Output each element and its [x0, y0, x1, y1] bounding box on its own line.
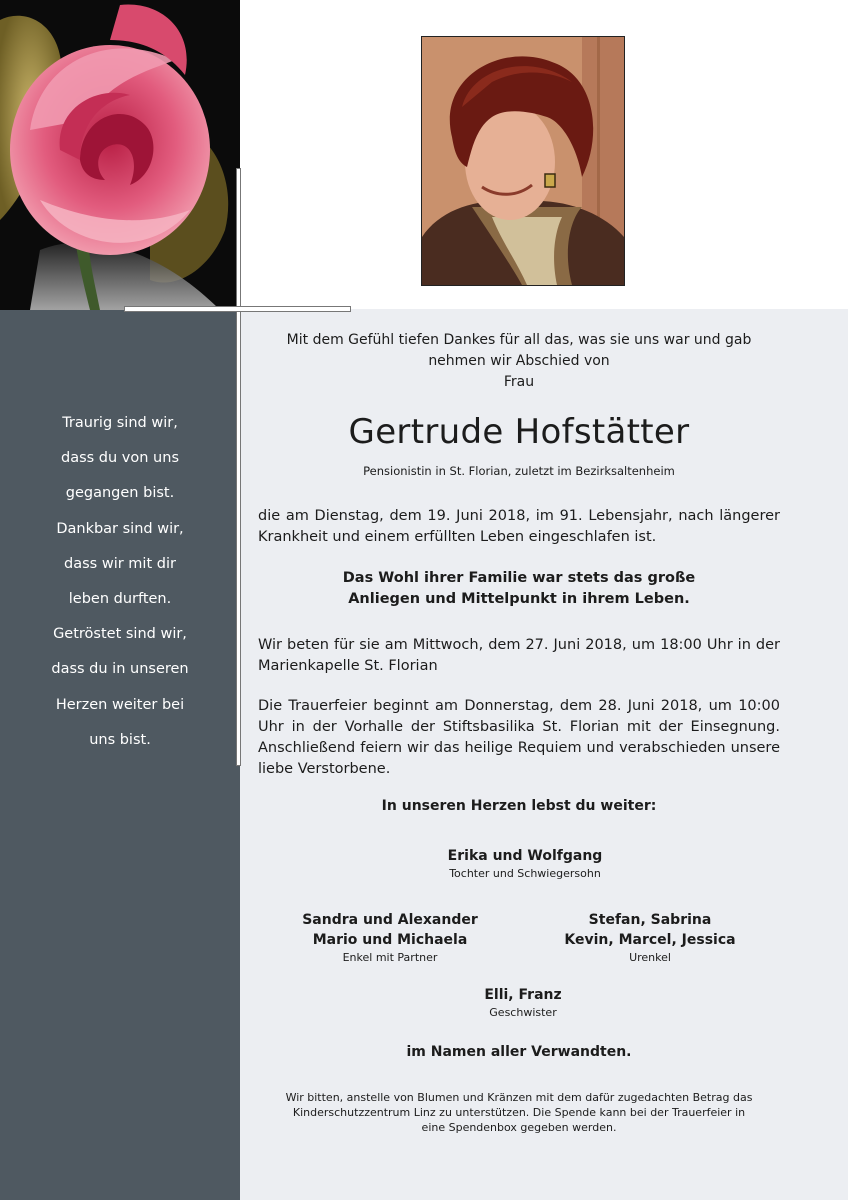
- poem-line: leben durften.: [68, 590, 172, 607]
- cross-horizontal-bar: [124, 306, 351, 312]
- rose-image: [0, 0, 240, 310]
- mourner-relation: Tochter und Schwiegersohn: [449, 867, 601, 880]
- mourner-group-grandchildren: [275, 910, 505, 966]
- poem-line: dass wir mit dir: [64, 555, 176, 572]
- family-quote: [258, 568, 780, 610]
- mourner-group-daughter: [380, 846, 670, 882]
- portrait-illustration: [422, 37, 624, 285]
- intro-line: Mit dem Gefühl tiefen Dankes für all das, was sie uns war und gab: [286, 332, 752, 348]
- mourner-names: Kevin, Marcel, Jessica: [564, 932, 736, 948]
- poem-line: Herzen weiter bei: [55, 696, 185, 713]
- death-paragraph: die am Dienstag, dem 19. Juni 2018, im 91. Lebensjahr, nach längerer Krankheit und einem erfüllten Leben eingeschlafen ist.: [258, 508, 780, 545]
- deceased-name: Gertrude Hofstätter: [348, 412, 690, 452]
- poem-line: uns bist.: [89, 731, 151, 748]
- poem-line: gegangen bist.: [65, 485, 175, 502]
- mourner-names: Mario und Michaela: [312, 932, 468, 948]
- mourner-names: Erika und Wolfgang: [447, 848, 603, 864]
- prayer-paragraph: Wir beten für sie am Mittwoch, dem 27. Juni 2018, um 18:00 Uhr in der Marienkapelle St. Florian: [258, 637, 780, 674]
- note-line: eine Spendenbox gegeben werden.: [421, 1121, 617, 1134]
- mourner-group-great-grandchildren: [535, 910, 765, 966]
- intro-line: Frau: [503, 374, 535, 390]
- mourner-names: Stefan, Sabrina: [588, 912, 712, 928]
- mourner-relation: Urenkel: [629, 951, 671, 964]
- poem: [0, 406, 240, 758]
- relatives-closing: im Namen aller Verwandten.: [406, 1044, 632, 1060]
- poem-line: Traurig sind wir,: [62, 415, 178, 431]
- intro-text: [258, 330, 780, 393]
- note-line: Kinderschutzzentrum Linz zu unterstützen. Die Spende kann bei der Trauerfeier in: [292, 1106, 746, 1119]
- deceased-subtitle: Pensionistin in St. Florian, zuletzt im Bezirksaltenheim: [363, 464, 675, 478]
- mourner-relation: Geschwister: [489, 1006, 557, 1019]
- rose-illustration: [0, 0, 240, 310]
- note-line: Wir bitten, anstelle von Blumen und Kränzen mit dem dafür zugedachten Betrag das: [285, 1091, 753, 1104]
- poem-line: dass du in unseren: [51, 661, 189, 678]
- intro-line: nehmen wir Abschied von: [428, 353, 610, 369]
- portrait-photo: [421, 36, 625, 286]
- poem-line: Getröstet sind wir,: [53, 626, 187, 643]
- quote-line: Das Wohl ihrer Familie war stets das große: [342, 570, 696, 586]
- mourner-names: Elli, Franz: [484, 987, 562, 1003]
- donation-note: [258, 1090, 780, 1135]
- poem-line: dass du von uns: [61, 450, 179, 467]
- poem-line: Dankbar sind wir,: [56, 520, 184, 537]
- mourner-relation: Enkel mit Partner: [342, 951, 438, 964]
- quote-line: Anliegen und Mittelpunkt in ihrem Leben.: [348, 591, 690, 607]
- funeral-paragraph: Die Trauerfeier beginnt am Donnerstag, dem 28. Juni 2018, um 10:00 Uhr in der Vorhalle der Stiftsbasilika St. Florian mit der Einsegnung. Anschließend feiern wir das heilige Requiem und verabschieden unsere liebe Verstorbene.: [258, 698, 780, 777]
- mourner-names: Sandra und Alexander: [302, 912, 478, 928]
- mourners-heading: In unseren Herzen lebst du weiter:: [381, 798, 657, 814]
- mourner-group-siblings: [408, 985, 638, 1021]
